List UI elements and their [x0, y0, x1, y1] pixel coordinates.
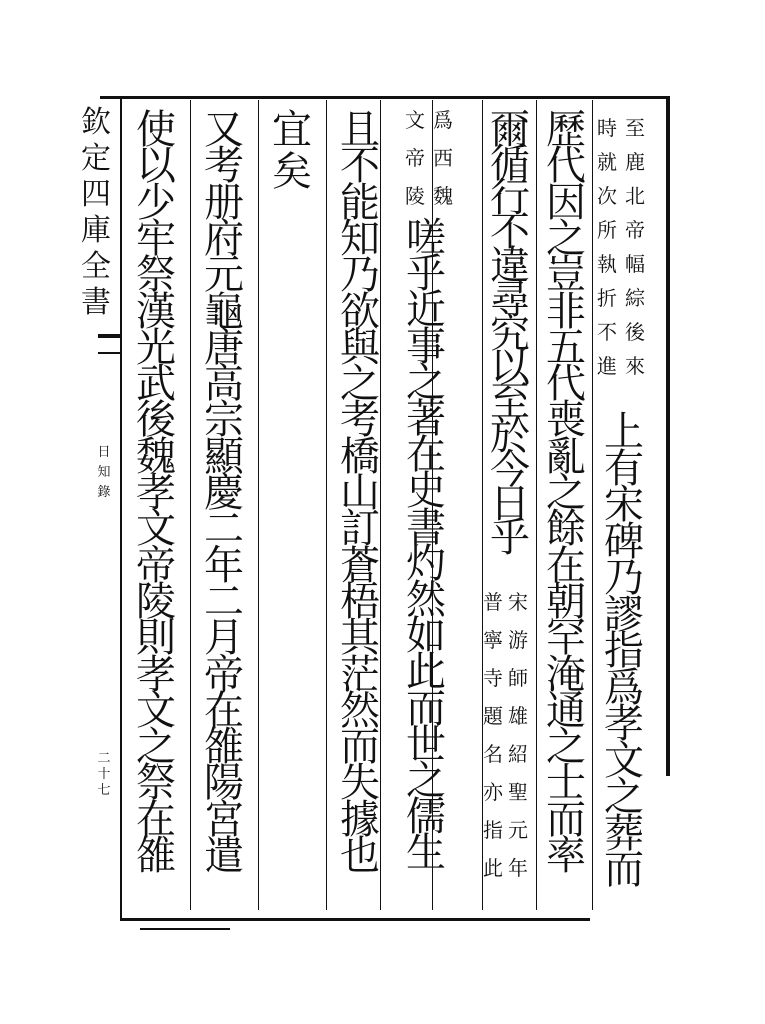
glyph: 武 — [136, 361, 176, 408]
glyph: 山 — [340, 470, 380, 516]
glyph: 遣 — [204, 833, 244, 879]
glyph: 日 — [97, 445, 111, 460]
glyph: 豈 — [546, 252, 586, 299]
glyph: 葬 — [604, 810, 644, 857]
glyph: 漢 — [136, 288, 176, 335]
glyph: 名 — [483, 742, 503, 766]
glyph: 時 — [597, 116, 617, 140]
glyph: 牢 — [136, 215, 176, 262]
glyph: 至 — [490, 379, 530, 425]
glyph: 在 — [546, 542, 586, 589]
glyph: 聖 — [508, 780, 528, 804]
glyph: 不 — [597, 320, 617, 344]
glyph: 寧 — [483, 628, 503, 652]
glyph: 欲 — [340, 288, 380, 335]
glyph: 不 — [340, 143, 380, 190]
glyph: 史 — [406, 468, 446, 515]
glyph: 嗟 — [406, 215, 446, 261]
glyph: 宜 — [272, 107, 312, 153]
glyph: 年 — [508, 856, 528, 880]
glyph: 著 — [406, 396, 446, 442]
glyph: 橋 — [340, 433, 380, 480]
glyph: 帝 — [405, 146, 425, 170]
glyph: 年 — [204, 542, 244, 589]
glyph: 之 — [546, 724, 586, 771]
glyph: 慶 — [204, 470, 244, 516]
glyph: 朝 — [546, 578, 586, 625]
glyph: 龜 — [204, 288, 244, 335]
glyph: 祭 — [136, 252, 176, 299]
glyph: 之 — [136, 724, 176, 771]
glyph: 乎 — [406, 251, 446, 298]
glyph: 則 — [136, 615, 176, 662]
glyph: 有 — [604, 445, 644, 492]
glyph: 謬 — [604, 591, 644, 638]
glyph: 書 — [406, 504, 446, 551]
glyph: 據 — [340, 796, 380, 843]
footer-line — [140, 928, 230, 930]
glyph: 折 — [597, 286, 617, 310]
frame-right-line — [666, 96, 670, 776]
glyph: 文 — [405, 108, 425, 132]
glyph: 雒 — [136, 833, 176, 879]
glyph: 而 — [546, 796, 586, 843]
glyph: 之 — [546, 215, 586, 262]
glyph: 宮 — [204, 796, 244, 843]
glyph: 題 — [483, 704, 503, 728]
glyph: 通 — [546, 687, 586, 734]
glyph: 月 — [204, 615, 244, 662]
glyph: 元 — [204, 252, 244, 299]
glyph: 七 — [97, 783, 111, 798]
column-divider — [536, 100, 537, 910]
glyph: 乃 — [604, 555, 644, 601]
glyph: 餘 — [546, 506, 586, 553]
glyph: 帝 — [625, 218, 645, 242]
glyph: 事 — [406, 323, 446, 370]
glyph: 違 — [490, 243, 530, 289]
glyph: 蒼 — [340, 542, 380, 589]
glyph: 帝 — [136, 542, 176, 589]
frame-bottom-line — [120, 918, 590, 921]
glyph: 府 — [204, 215, 244, 262]
glyph: 日 — [490, 481, 530, 527]
glyph: 孝 — [604, 701, 644, 747]
glyph: 知 — [97, 465, 111, 480]
glyph: 知 — [340, 215, 380, 262]
glyph: 爾 — [490, 107, 530, 153]
glyph: 梧 — [340, 578, 380, 625]
glyph: 非 — [546, 288, 586, 335]
column-divider — [592, 100, 593, 910]
glyph: 以 — [490, 345, 530, 391]
glyph: 指 — [483, 818, 503, 842]
glyph: 士 — [546, 760, 586, 807]
glyph: 考 — [204, 143, 244, 190]
glyph: 也 — [340, 833, 380, 879]
glyph: 此 — [483, 856, 503, 880]
glyph: 之 — [340, 361, 380, 408]
glyph: 次 — [597, 184, 617, 208]
glyph: 率 — [546, 833, 586, 879]
glyph: 指 — [604, 628, 644, 674]
glyph: 爲 — [433, 108, 453, 132]
glyph: 尋 — [490, 277, 530, 323]
glyph: 使 — [136, 107, 176, 153]
glyph: 之 — [406, 758, 446, 804]
column-divider — [190, 100, 191, 910]
glyph: 書 — [81, 285, 111, 320]
glyph: 碑 — [604, 518, 644, 565]
glyph: 來 — [625, 354, 645, 378]
glyph: 宋 — [604, 482, 644, 528]
glyph: 師 — [508, 666, 528, 690]
glyph: 定 — [81, 141, 111, 176]
glyph: 所 — [597, 218, 617, 242]
glyph: 元 — [508, 818, 528, 842]
glyph: 之 — [406, 359, 446, 406]
glyph: 灼 — [406, 540, 446, 587]
glyph: 於 — [490, 413, 530, 459]
glyph: 茫 — [340, 651, 380, 698]
glyph: 二 — [97, 751, 111, 766]
glyph: 西 — [433, 146, 453, 170]
glyph: 後 — [136, 397, 176, 444]
glyph: 雒 — [204, 724, 244, 771]
glyph: 宋 — [508, 590, 528, 614]
glyph: 又 — [204, 107, 244, 153]
glyph: 以 — [136, 143, 176, 190]
column-divider — [258, 100, 259, 910]
glyph: 在 — [136, 796, 176, 843]
glyph: 亂 — [546, 433, 586, 480]
glyph: 而 — [406, 685, 446, 732]
glyph: 文 — [604, 737, 644, 784]
glyph: 四 — [81, 177, 111, 212]
glyph: 代 — [546, 143, 586, 190]
glyph: 如 — [406, 613, 446, 660]
glyph: 北 — [625, 184, 645, 208]
glyph: 文 — [136, 687, 176, 734]
column-divider — [326, 100, 327, 910]
glyph: 錄 — [97, 485, 111, 500]
glyph: 十 — [97, 767, 111, 782]
glyph: 孝 — [136, 470, 176, 516]
glyph: 淹 — [546, 651, 586, 698]
glyph: 二 — [204, 578, 244, 625]
glyph: 與 — [340, 324, 380, 371]
glyph: 其 — [340, 615, 380, 662]
glyph: 在 — [406, 432, 446, 479]
glyph: 陵 — [405, 184, 425, 208]
glyph: 生 — [406, 830, 446, 877]
glyph: 孝 — [136, 651, 176, 698]
glyph: 執 — [597, 252, 617, 276]
glyph: 之 — [546, 470, 586, 516]
glyph: 喪 — [546, 397, 586, 444]
glyph: 世 — [406, 721, 446, 768]
glyph: 在 — [204, 687, 244, 734]
glyph: 後 — [625, 320, 645, 344]
glyph: 爲 — [604, 664, 644, 711]
glyph: 帝 — [204, 651, 244, 698]
glyph: 然 — [406, 577, 446, 623]
glyph: 乎 — [490, 515, 530, 561]
margin-mark — [98, 334, 120, 338]
glyph: 上 — [604, 409, 644, 455]
glyph: 儒 — [406, 794, 446, 841]
glyph: 考 — [340, 397, 380, 444]
margin-mark — [98, 352, 120, 354]
glyph: 而 — [604, 847, 644, 893]
glyph: 不 — [490, 209, 530, 255]
glyph: 雄 — [508, 704, 528, 728]
glyph: 游 — [508, 628, 528, 652]
glyph: 全 — [81, 249, 111, 284]
glyph: 寺 — [483, 666, 503, 690]
glyph: 歷 — [546, 107, 586, 153]
glyph: 代 — [546, 361, 586, 408]
glyph: 少 — [136, 179, 176, 226]
frame-left-line — [120, 96, 122, 918]
glyph: 因 — [546, 179, 586, 226]
glyph: 近 — [406, 287, 446, 334]
glyph: 罕 — [546, 615, 586, 662]
glyph: 進 — [597, 354, 617, 378]
glyph: 文 — [136, 506, 176, 553]
glyph: 今 — [490, 447, 530, 493]
glyph: 亦 — [483, 780, 503, 804]
glyph: 行 — [490, 175, 530, 221]
glyph: 就 — [597, 150, 617, 174]
glyph: 矣 — [272, 149, 312, 195]
glyph: 顯 — [204, 433, 244, 480]
glyph: 唐 — [204, 324, 244, 371]
glyph: 訂 — [340, 506, 380, 553]
glyph: 五 — [546, 324, 586, 371]
glyph: 此 — [406, 649, 446, 696]
glyph: 欽 — [81, 105, 111, 140]
glyph: 然 — [340, 687, 380, 734]
frame-top-line — [100, 96, 670, 99]
glyph: 乃 — [340, 252, 380, 299]
glyph: 光 — [136, 324, 176, 371]
glyph: 究 — [490, 311, 530, 357]
glyph: 能 — [340, 179, 380, 226]
glyph: 祭 — [136, 760, 176, 807]
glyph: 陵 — [136, 578, 176, 625]
glyph: 魏 — [136, 433, 176, 480]
glyph: 普 — [483, 590, 503, 614]
glyph: 高 — [204, 361, 244, 408]
glyph: 之 — [604, 774, 644, 820]
glyph: 册 — [204, 179, 244, 226]
glyph: 失 — [340, 760, 380, 807]
glyph: 幅 — [625, 252, 645, 276]
glyph: 二 — [204, 506, 244, 553]
glyph: 陽 — [204, 760, 244, 807]
glyph: 至 — [625, 116, 645, 140]
glyph: 魏 — [433, 184, 453, 208]
glyph: 庫 — [81, 213, 111, 248]
glyph: 綜 — [625, 286, 645, 310]
glyph: 循 — [490, 141, 530, 187]
glyph: 且 — [340, 107, 380, 153]
glyph: 紹 — [508, 742, 528, 766]
glyph: 宗 — [204, 397, 244, 444]
glyph: 而 — [340, 724, 380, 771]
glyph: 鹿 — [625, 150, 645, 174]
